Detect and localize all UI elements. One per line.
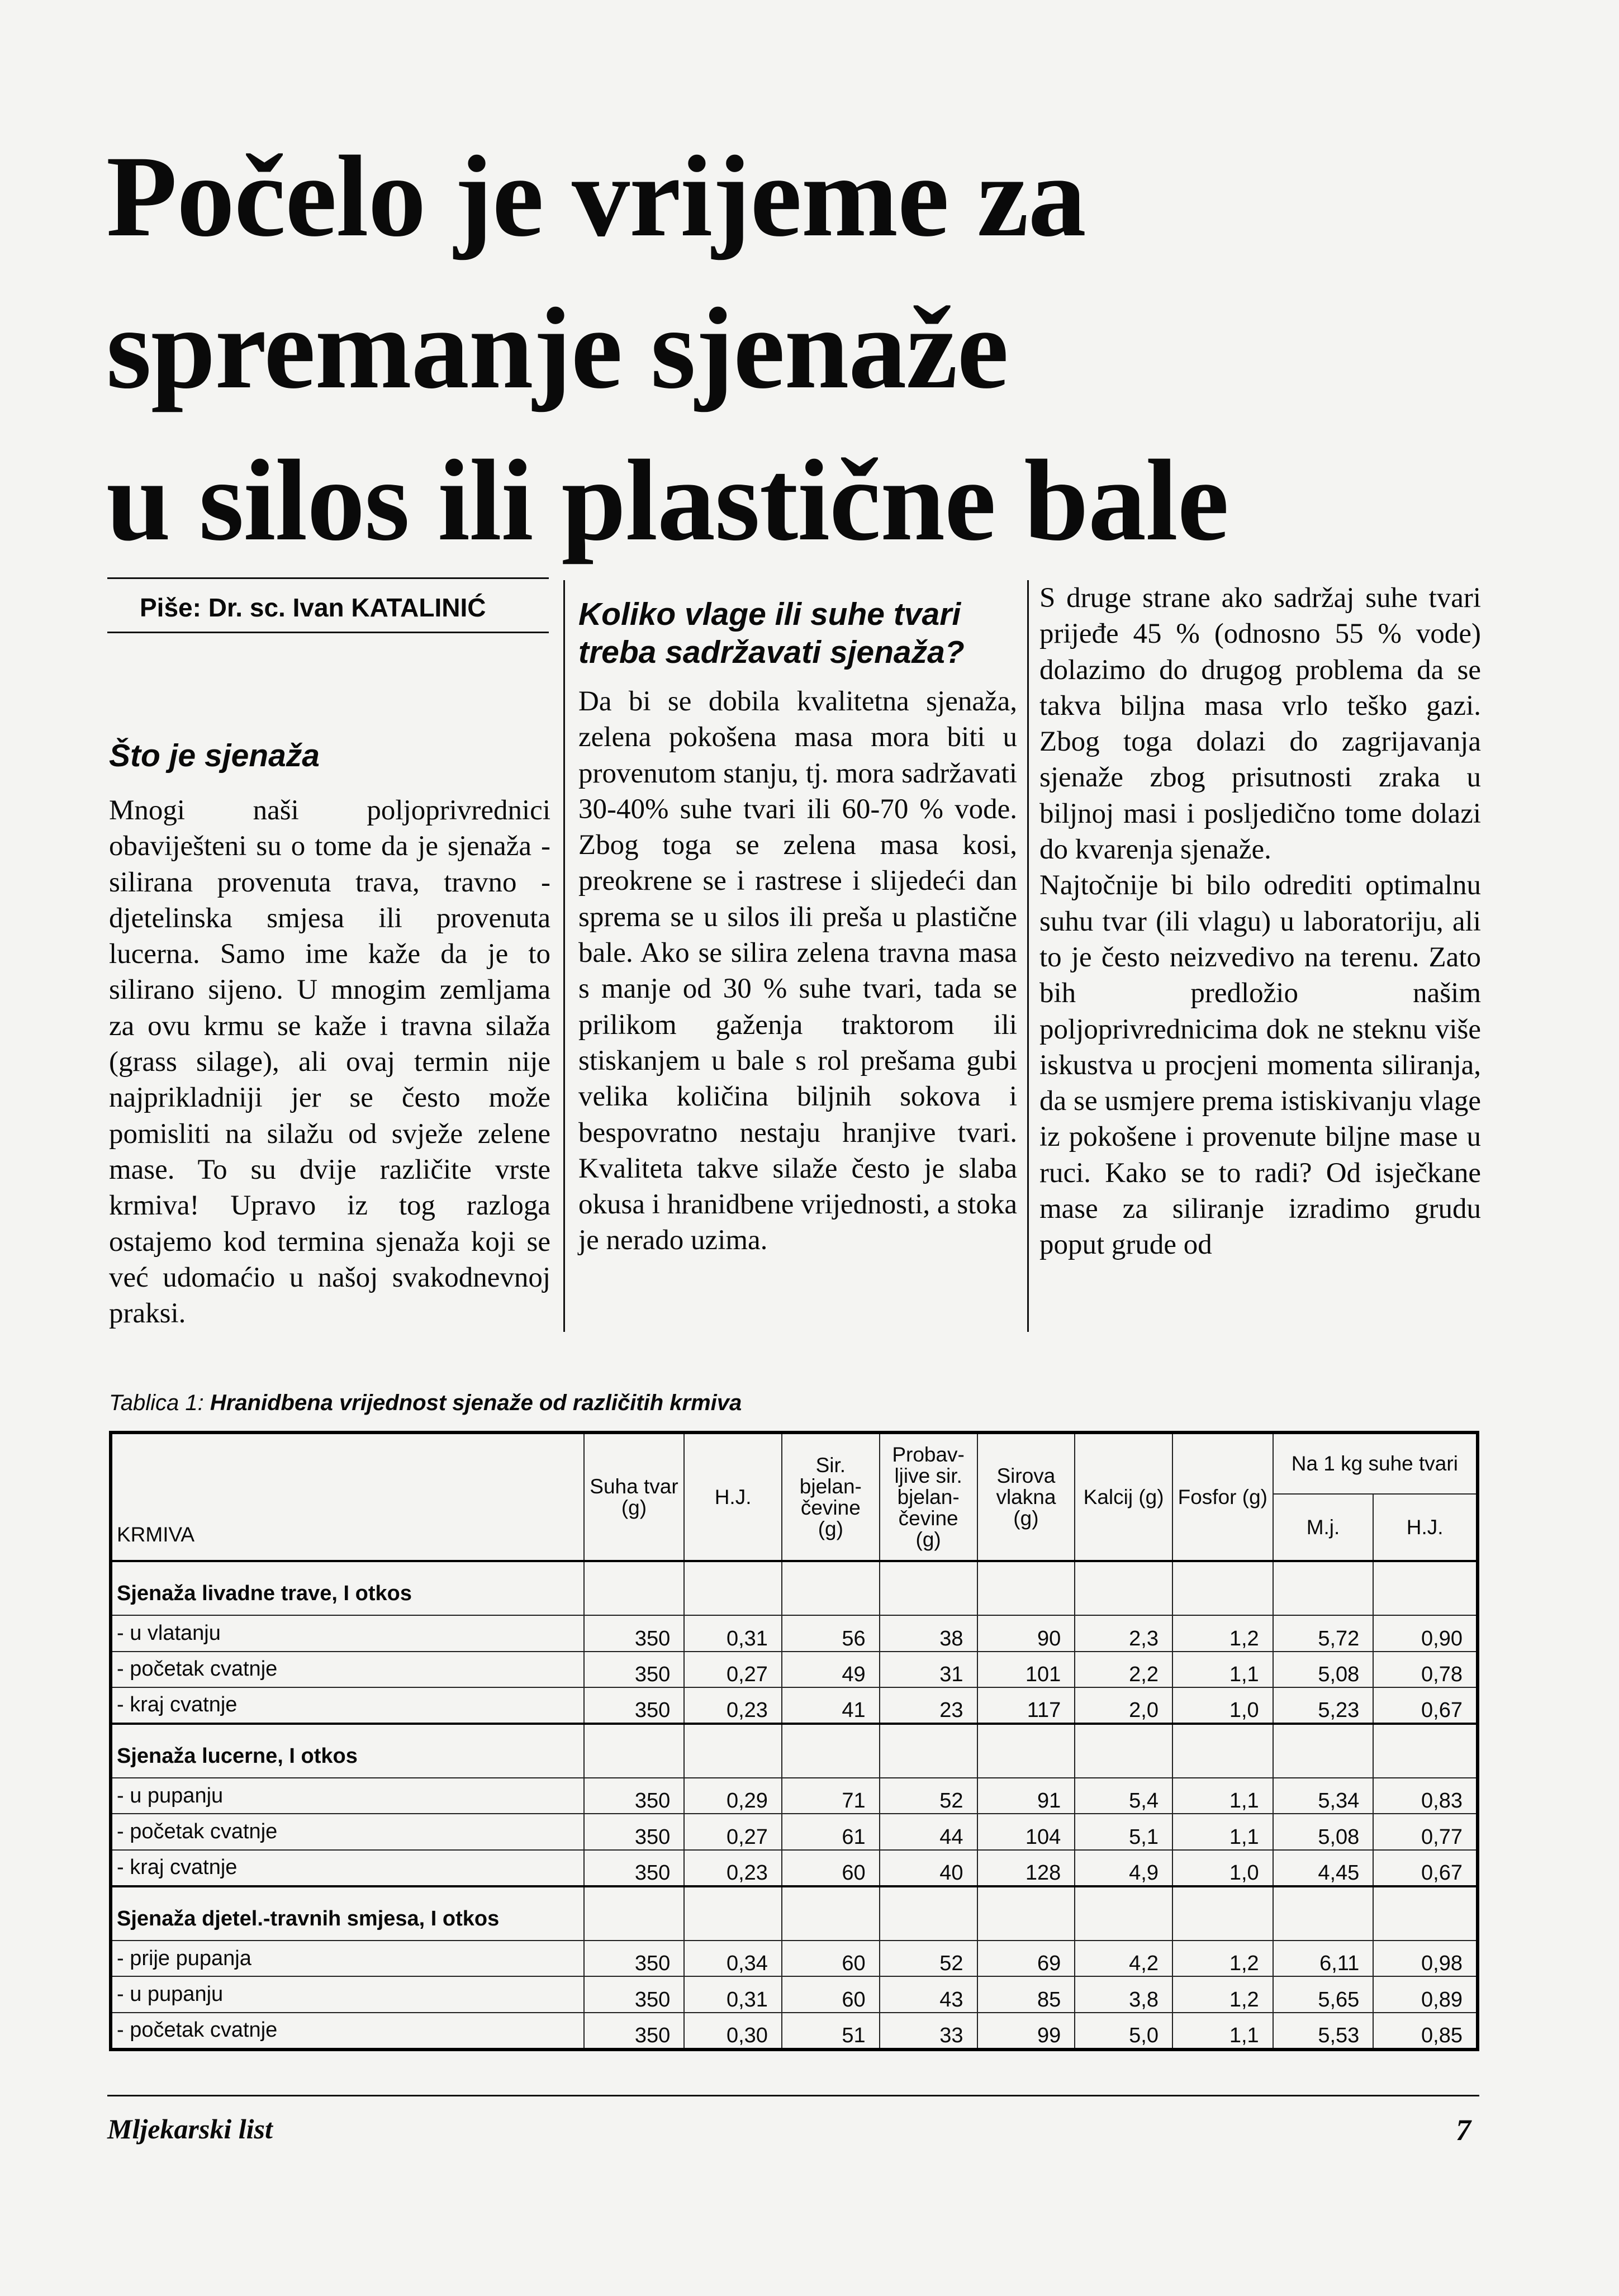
table-cell: 0,98: [1373, 1941, 1478, 1976]
table-cell: 0,83: [1373, 1778, 1478, 1814]
table-row: [111, 1850, 1478, 1886]
table-group-empty-cell: [584, 1886, 685, 1941]
table-group-empty-cell: [977, 1724, 1075, 1778]
headline-line-2: spremanje sjenaže: [106, 284, 1008, 412]
table-row: [111, 2013, 1478, 2050]
table-group-empty-cell: [684, 1886, 782, 1941]
table-cell: 350: [584, 1941, 685, 1976]
table-cell: 1,0: [1172, 1850, 1273, 1886]
table-cell: 4,2: [1075, 1941, 1172, 1976]
table-cell: 61: [782, 1814, 880, 1849]
table-group-empty-cell: [1075, 1561, 1172, 1615]
table-cell: 1,2: [1172, 1615, 1273, 1651]
header-sirova-vlakna: Sirova vlakna (g): [977, 1432, 1075, 1561]
table-cell: 2,2: [1075, 1652, 1172, 1687]
header-suha-tvar: Suha tvar (g): [584, 1432, 685, 1561]
section-title-vlaga: Koliko vlage ili suhe tvari treba sadržavati sjenaža?: [578, 596, 965, 670]
headline-line-1: Počelo je vrijeme za: [106, 132, 1086, 260]
table-cell: 1,0: [1172, 1687, 1273, 1724]
table-cell: 91: [977, 1778, 1075, 1814]
table-cell: 350: [584, 1976, 685, 2012]
table-cell: 23: [880, 1687, 977, 1724]
table-caption-title: Hranidbena vrijednost sjenaže od različitih krmiva: [210, 1391, 742, 1415]
table-group-row: [111, 1886, 1478, 1941]
header-na-1kg-suhe-tvari: Na 1 kg suhe tvari: [1273, 1432, 1478, 1494]
column-divider-2: [1027, 580, 1029, 1332]
article-headline: [106, 120, 1392, 576]
table-cell: 350: [584, 2013, 685, 2050]
table-cell: 56: [782, 1615, 880, 1651]
table-cell: 0,23: [684, 1687, 782, 1724]
table-cell: 350: [584, 1778, 685, 1814]
column-2: [578, 595, 1017, 1259]
table-cell: 0,27: [684, 1652, 782, 1687]
table-caption-prefix: Tablica 1:: [109, 1391, 210, 1415]
table-row-label: - početak cvatnje: [111, 1814, 584, 1849]
table-cell: 0,23: [684, 1850, 782, 1886]
header-kalcij: Kalcij (g): [1075, 1432, 1172, 1561]
table-cell: 5,23: [1273, 1687, 1374, 1724]
table-cell: 0,27: [684, 1814, 782, 1849]
table-cell: 5,08: [1273, 1652, 1374, 1687]
table-cell: 4,9: [1075, 1850, 1172, 1886]
table-cell: 5,65: [1273, 1976, 1374, 2012]
column-3-paragraph-2: Najtočnije bi bilo odrediti optimalnu suhu tvar (ili vlagu) u laboratoriju, ali to je često neizvedivo na terenu. Zato bih predložio našim poljoprivrednicima dok ne steknu više iskustva u procjeni momenta siliranja, da se usmjere prema istiskivanju vlage iz pokošene i provenute biljne mase u ruci. Kako se to radi? Od isječkane mase za siliranje izradimo grudu poput grude od: [1039, 870, 1481, 1261]
table-cell: 99: [977, 2013, 1075, 2050]
magazine-name: Mljekarski list: [107, 2113, 273, 2145]
headline-line-3: u silos ili plastične bale: [106, 436, 1229, 564]
table-cell: 350: [584, 1615, 685, 1651]
column-1: [109, 793, 550, 1331]
table-cell: 2,3: [1075, 1615, 1172, 1651]
table-cell: 44: [880, 1814, 977, 1849]
table-group-empty-cell: [1075, 1724, 1172, 1778]
table-group-empty-cell: [1373, 1724, 1478, 1778]
table-cell: 0,77: [1373, 1814, 1478, 1849]
table-group-empty-cell: [977, 1561, 1075, 1615]
section-2-text: Da bi se dobila kvalitetna sjenaža, zelena pokošena masa mora biti u provenutom stanju, tj. mora sadržavati 30-40% suhe tvari ili 60-70 % vode. Zbog toga se zelena masa kosi, preokrene se i rastrese i slijedeći dan sprema se u silos ili preša u plastične bale. Ako se silira zelena travna masa s manje od 30 % suhe tvari, tada se prilikom gaženja traktorom ili stiskanjem u bale s rol prešama gubi velika količina biljnih sokova i bespovratno nestaju hranjive tvari. Kvaliteta takve silaže često je slaba okusa i hranidbene vrijednosti, a stoka je nerado uzima.: [578, 686, 1017, 1256]
table-cell: 5,53: [1273, 2013, 1374, 2050]
table-group-empty-cell: [782, 1724, 880, 1778]
table-row: [111, 1652, 1478, 1687]
table-group-empty-cell: [1172, 1724, 1273, 1778]
table-cell: 1,2: [1172, 1976, 1273, 2012]
table-cell: 350: [584, 1687, 685, 1724]
table-group-empty-cell: [880, 1724, 977, 1778]
table-row: [111, 1778, 1478, 1814]
table-cell: 0,78: [1373, 1652, 1478, 1687]
table-row: [111, 1615, 1478, 1651]
table-row-label: - početak cvatnje: [111, 1652, 584, 1687]
byline-bottom-rule: [107, 632, 549, 633]
table-caption: [109, 1391, 742, 1416]
table-group-empty-cell: [1273, 1886, 1374, 1941]
table-row-label: - u pupanju: [111, 1976, 584, 2012]
header-hj: H.J.: [684, 1432, 782, 1561]
table-cell: 51: [782, 2013, 880, 2050]
table-row: [111, 1941, 1478, 1976]
table-cell: 1,2: [1172, 1941, 1273, 1976]
table-row-label: - kraj cvatnje: [111, 1850, 584, 1886]
table-group-empty-cell: [584, 1724, 685, 1778]
table-group-empty-cell: [1075, 1886, 1172, 1941]
table-cell: 5,0: [1075, 2013, 1172, 2050]
table-group-empty-cell: [1373, 1886, 1478, 1941]
table-cell: 5,08: [1273, 1814, 1374, 1849]
table-cell: 0,34: [684, 1941, 782, 1976]
table-cell: 2,0: [1075, 1687, 1172, 1724]
table-cell: 0,30: [684, 2013, 782, 2050]
table-group-row: [111, 1561, 1478, 1615]
header-probavljive-bjelancevine: Probav-ljive sir. bjelan-čevine (g): [880, 1432, 977, 1561]
table-group-empty-cell: [782, 1886, 880, 1941]
table-row: [111, 1687, 1478, 1724]
table-group-empty-cell: [977, 1886, 1075, 1941]
table-group-title: Sjenaža lucerne, I otkos: [111, 1724, 584, 1778]
table-row: [111, 1814, 1478, 1849]
section-1-text: Mnogi naši poljoprivrednici obaviješteni su o tome da je sjenaža - silirana provenuta trava, travno - djetelinska smjesa ili provenuta lucerna. Samo ime kaže da je to silirano sijeno. U mnogim zemljama za ovu krmu se kaže i travna silaža (grass silage), ali ovaj termin nije najprikladniji jer se često može pomisliti na silažu od svježe zelene mase. To su dvije različite vrste krmiva! Upravo iz tog razloga ostajemo kod termina sjenaža koji se već udomaćio u našoj svakodnevnoj praksi.: [109, 795, 550, 1330]
table-cell: 4,45: [1273, 1850, 1374, 1886]
table-cell: 90: [977, 1615, 1075, 1651]
table-cell: 104: [977, 1814, 1075, 1849]
column-3-paragraph-1: S druge strane ako sadržaj suhe tvari prijeđe 45 % (odnosno 55 % vode) dolazimo do drugog problema da se takva biljna masa vrlo teško gazi. Zbog toga dolazi do zagrijavanja sjenaže zbog prisutnosti zraka u biljnoj masi i posljedično tome dolazi do kvarenja sjenaže.: [1039, 582, 1481, 866]
table-cell: 6,11: [1273, 1941, 1374, 1976]
table-row-label: - prije pupanja: [111, 1941, 584, 1976]
table-group-title: Sjenaža djetel.-travnih smjesa, I otkos: [111, 1886, 584, 1941]
byline-top-rule: [107, 577, 549, 579]
table-group-empty-cell: [1172, 1561, 1273, 1615]
table-cell: 350: [584, 1814, 685, 1849]
table-cell: 0,85: [1373, 2013, 1478, 2050]
table-cell: 0,90: [1373, 1615, 1478, 1651]
table-cell: 1,1: [1172, 1778, 1273, 1814]
table-cell: 3,8: [1075, 1976, 1172, 2012]
table-group-empty-cell: [1273, 1724, 1374, 1778]
table-cell: 0,89: [1373, 1976, 1478, 2012]
table-cell: 60: [782, 1941, 880, 1976]
table-group-empty-cell: [1373, 1561, 1478, 1615]
table-cell: 1,1: [1172, 1652, 1273, 1687]
table-cell: 0,67: [1373, 1850, 1478, 1886]
table-cell: 60: [782, 1976, 880, 2012]
table-row-label: - početak cvatnje: [111, 2013, 584, 2050]
table-row-label: - kraj cvatnje: [111, 1687, 584, 1724]
table-row: [111, 1976, 1478, 2012]
table-group-empty-cell: [684, 1724, 782, 1778]
table-cell: 52: [880, 1778, 977, 1814]
table-cell: 85: [977, 1976, 1075, 2012]
table-cell: 0,29: [684, 1778, 782, 1814]
table-cell: 40: [880, 1850, 977, 1886]
table-cell: 101: [977, 1652, 1075, 1687]
column-3: [1039, 580, 1481, 1263]
nutrition-table: [109, 1431, 1479, 2051]
column-divider-1: [563, 580, 565, 1332]
header-mj: M.j.: [1273, 1494, 1374, 1561]
table-row-label: - u pupanju: [111, 1778, 584, 1814]
table-cell: 0,31: [684, 1976, 782, 2012]
table-group-empty-cell: [880, 1561, 977, 1615]
table-cell: 5,34: [1273, 1778, 1374, 1814]
header-fosfor: Fosfor (g): [1172, 1432, 1273, 1561]
table-group-empty-cell: [684, 1561, 782, 1615]
table-cell: 5,1: [1075, 1814, 1172, 1849]
table-cell: 69: [977, 1941, 1075, 1976]
table-cell: 41: [782, 1687, 880, 1724]
table-cell: 31: [880, 1652, 977, 1687]
table-cell: 38: [880, 1615, 977, 1651]
byline: Piše: Dr. sc. Ivan KATALINIĆ: [140, 593, 486, 622]
table-group-empty-cell: [782, 1561, 880, 1615]
table-group-row: [111, 1724, 1478, 1778]
table-group-empty-cell: [1273, 1561, 1374, 1615]
footer-rule: [107, 2095, 1479, 2096]
table-cell: 350: [584, 1652, 685, 1687]
table-cell: 33: [880, 2013, 977, 2050]
table-cell: 49: [782, 1652, 880, 1687]
table-cell: 0,31: [684, 1615, 782, 1651]
header-hj-suha: H.J.: [1373, 1494, 1478, 1561]
table-cell: 43: [880, 1976, 977, 2012]
table-group-empty-cell: [880, 1886, 977, 1941]
table-cell: 52: [880, 1941, 977, 1976]
table-cell: 60: [782, 1850, 880, 1886]
table-cell: 1,1: [1172, 2013, 1273, 2050]
nutrition-table-body: [111, 1561, 1478, 2050]
table-cell: 128: [977, 1850, 1075, 1886]
table-group-empty-cell: [1172, 1886, 1273, 1941]
table-cell: 350: [584, 1850, 685, 1886]
table-cell: 71: [782, 1778, 880, 1814]
table-row-label: - u vlatanju: [111, 1615, 584, 1651]
table-cell: 117: [977, 1687, 1075, 1724]
header-krmiva: KRMIVA: [111, 1432, 584, 1561]
table-group-title: Sjenaža livadne trave, I otkos: [111, 1561, 584, 1615]
section-title-sjenaza: Što je sjenaža: [109, 738, 320, 774]
table-cell: 0,67: [1373, 1687, 1478, 1724]
table-cell: 5,4: [1075, 1778, 1172, 1814]
table-cell: 5,72: [1273, 1615, 1374, 1651]
table-group-empty-cell: [584, 1561, 685, 1615]
page-number: 7: [1456, 2113, 1471, 2147]
header-sirove-bjelancevine: Sir. bjelan-čevine (g): [782, 1432, 880, 1561]
table-cell: 1,1: [1172, 1814, 1273, 1849]
